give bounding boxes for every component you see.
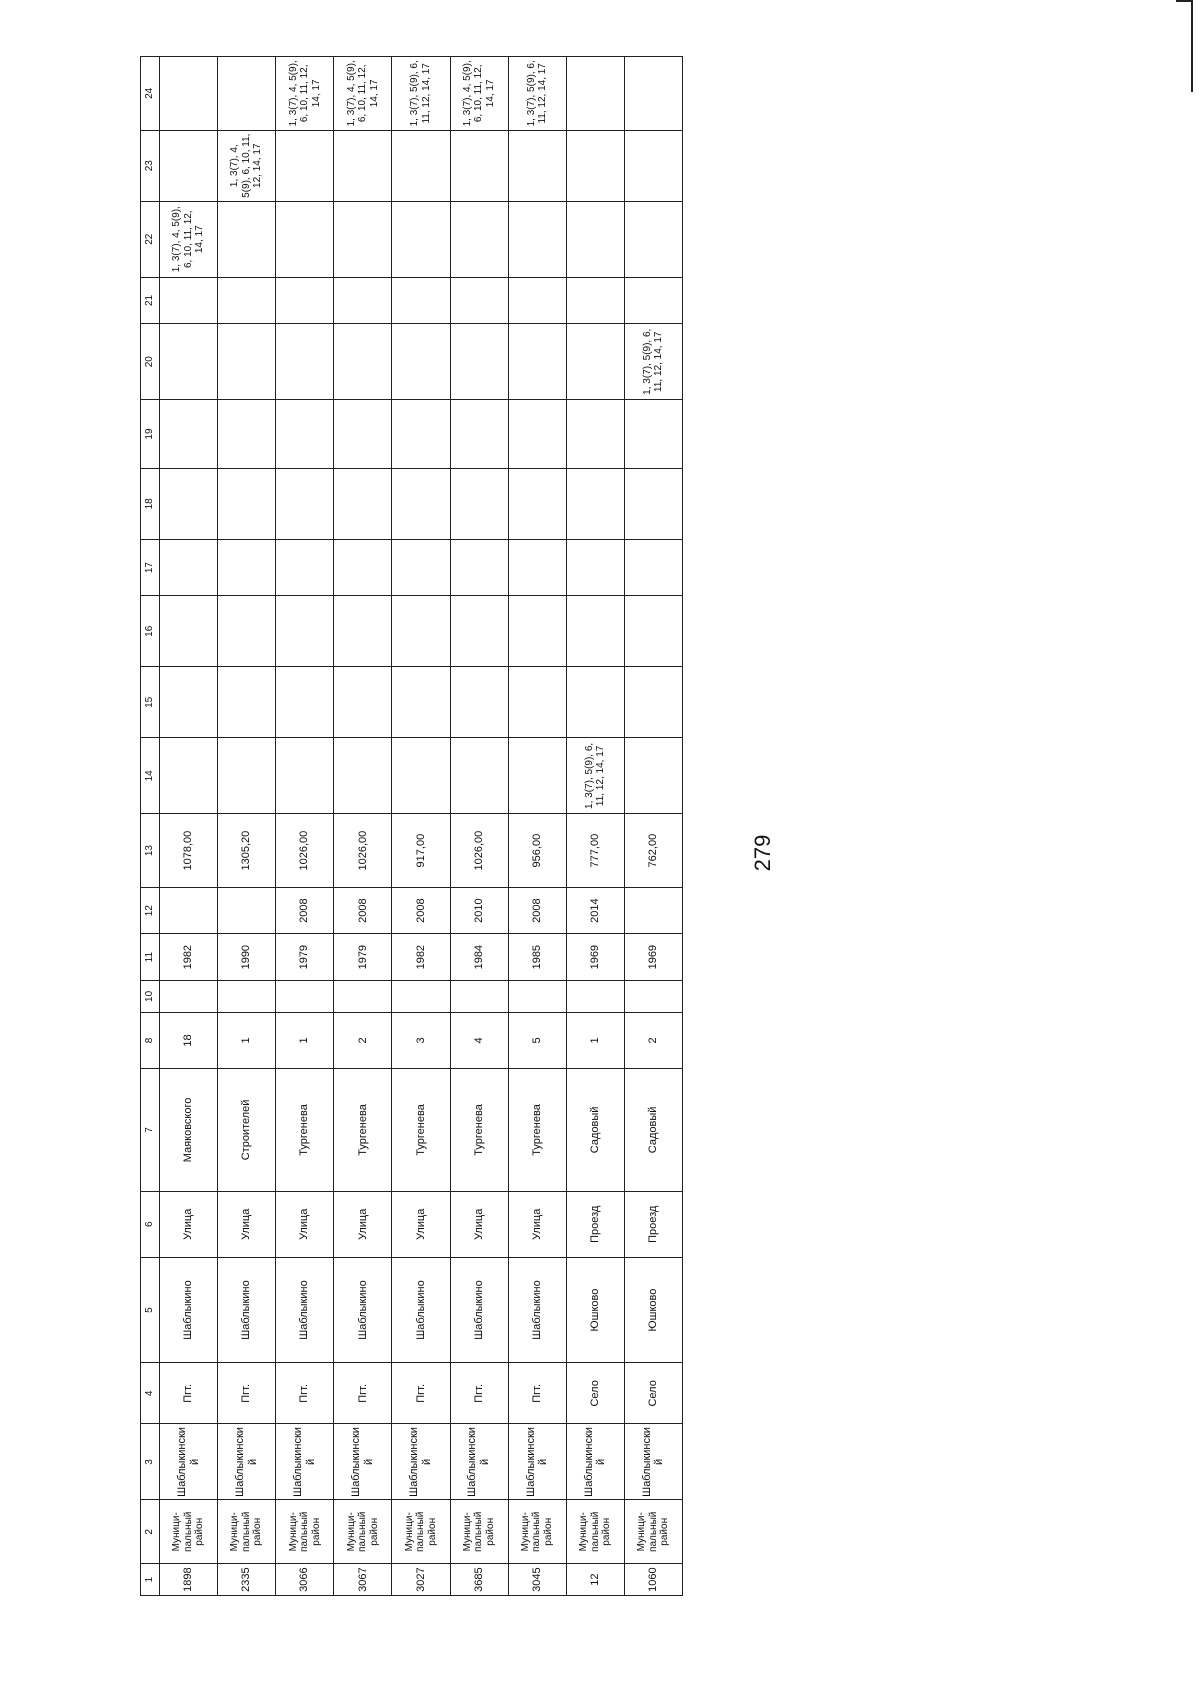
table-cell [566,539,624,595]
table-cell: Муници-пальный район [276,1500,334,1564]
column-header: 13 [141,814,160,888]
table-cell: Шаблыкинский [624,1424,682,1500]
table-cell: Улица [334,1191,392,1257]
column-header: 7 [141,1069,160,1192]
table-cell [450,539,508,595]
table-row [450,57,508,1596]
table-cell: Шаблыкино [276,1257,334,1362]
column-header: 16 [141,596,160,667]
table-cell [450,201,508,277]
table-cell: Шаблыкино [450,1257,508,1362]
table-cell: Муници-пальный район [450,1500,508,1564]
table-cell: 3685 [450,1564,508,1596]
column-header: 20 [141,324,160,400]
table-cell: 1898 [160,1564,218,1596]
column-header: 5 [141,1257,160,1362]
table-cell: 2 [334,1012,392,1068]
table-cell: Шаблыкинский [218,1424,276,1500]
table-cell [334,667,392,738]
table-body [160,57,683,1596]
table-cell [508,667,566,738]
table-cell: 1, 3(7), 4, 5(9), 6, 10, 11, 12, 14, 17 [450,57,508,131]
table-cell [334,400,392,469]
table-cell: Шаблыкинский [276,1424,334,1500]
table-cell: Улица [276,1191,334,1257]
table-cell: Село [566,1363,624,1424]
table-row [624,57,682,1596]
table-cell [160,596,218,667]
table-cell [508,468,566,539]
table-cell: 1078,00 [160,814,218,888]
table-cell [276,596,334,667]
column-header: 18 [141,468,160,539]
table-cell: 1305,20 [218,814,276,888]
table-cell: Пгт. [392,1363,450,1424]
table-cell [218,468,276,539]
table-cell: 1982 [392,934,450,981]
column-header: 21 [141,277,160,324]
table-cell: Пгт. [508,1363,566,1424]
table-cell [276,400,334,469]
table-cell [160,667,218,738]
table-cell: 762,00 [624,814,682,888]
table-cell [508,980,566,1012]
table-cell [218,324,276,400]
table-row [334,57,392,1596]
column-header: 14 [141,738,160,814]
table-cell: 1, 3(7), 4, 5(9), 6, 10, 11, 12, 14, 17 [334,57,392,131]
table-cell [566,596,624,667]
table-cell [160,130,218,201]
table-cell [160,738,218,814]
column-header: 22 [141,201,160,277]
table-cell: 1, 3(7), 4, 5(9), 6, 10, 11, 12, 14, 17 [218,130,276,201]
table-cell [334,539,392,595]
table-cell: Шаблыкинский [334,1424,392,1500]
table-cell [450,980,508,1012]
table-cell [392,738,450,814]
table-cell: Муници-пальный район [508,1500,566,1564]
table-cell [276,980,334,1012]
table-cell: Шаблыкино [334,1257,392,1362]
table-cell [334,468,392,539]
table-cell [566,201,624,277]
table-cell: Шаблыкино [508,1257,566,1362]
table-cell [508,277,566,324]
rotated-table-container [140,56,683,1596]
table-cell [392,201,450,277]
table-cell [508,539,566,595]
table-cell [566,667,624,738]
table-cell: Улица [160,1191,218,1257]
table-cell: Тургенева [334,1069,392,1192]
table-cell [334,324,392,400]
table-cell: Муници-пальный район [392,1500,450,1564]
table-cell: 2008 [276,887,334,934]
table-cell [160,277,218,324]
table-cell: 1026,00 [276,814,334,888]
table-cell: 1982 [160,934,218,981]
table-cell [392,130,450,201]
column-header: 17 [141,539,160,595]
table-cell [450,277,508,324]
table-cell [334,130,392,201]
table-cell: Муници-пальный район [334,1500,392,1564]
table-cell [218,57,276,131]
table-cell: 2335 [218,1564,276,1596]
table-cell [276,201,334,277]
table-cell [566,468,624,539]
table-cell: 2008 [508,887,566,934]
table-cell [624,468,682,539]
table-cell: Тургенева [392,1069,450,1192]
table-cell: Село [624,1363,682,1424]
table-cell: Пгт. [160,1363,218,1424]
table-cell: Шаблыкино [160,1257,218,1362]
table-row [276,57,334,1596]
table-cell: 1969 [624,934,682,981]
table-cell: Улица [508,1191,566,1257]
table-cell [218,539,276,595]
column-header: 24 [141,57,160,131]
table-cell: Шаблыкинский [160,1424,218,1500]
table-cell [160,324,218,400]
table-cell: Пгт. [218,1363,276,1424]
column-header: 23 [141,130,160,201]
table-cell: Муници-пальный район [566,1500,624,1564]
table-row [508,57,566,1596]
table-cell [334,277,392,324]
table-cell: Муници-пальный район [624,1500,682,1564]
table-cell [218,738,276,814]
table-cell: 1984 [450,934,508,981]
table-cell [624,667,682,738]
table-cell: 1979 [276,934,334,981]
table-cell [160,887,218,934]
table-cell [624,130,682,201]
table-cell [160,539,218,595]
table-cell: Юшково [624,1257,682,1362]
table-cell: 777,00 [566,814,624,888]
table-cell: 1990 [218,934,276,981]
table-row [218,57,276,1596]
table-cell [392,667,450,738]
table-cell: Строителей [218,1069,276,1192]
table-cell: 917,00 [392,814,450,888]
table-cell [218,201,276,277]
table-cell [218,596,276,667]
column-header: 3 [141,1424,160,1500]
table-cell [624,738,682,814]
table-cell: 1, 3(7), 5(9), 6, 11, 12, 14, 17 [392,57,450,131]
table-cell: 3066 [276,1564,334,1596]
table-cell: 1 [218,1012,276,1068]
table-cell [218,667,276,738]
table-row [160,57,218,1596]
table-cell [160,57,218,131]
table-cell [218,400,276,469]
table-cell: 2010 [450,887,508,934]
table-cell [566,57,624,131]
column-header: 4 [141,1363,160,1424]
table-cell: Шаблыкино [218,1257,276,1362]
table-cell: 12 [566,1564,624,1596]
table-cell: Шаблыкинский [566,1424,624,1500]
table-cell [334,980,392,1012]
table-cell [624,887,682,934]
table-cell: 1 [276,1012,334,1068]
table-cell [450,468,508,539]
table-cell [450,400,508,469]
table-cell [624,277,682,324]
table-cell: 3045 [508,1564,566,1596]
table-cell [624,400,682,469]
table-cell [334,201,392,277]
table-cell: 1, 3(7), 4, 5(9), 6, 10, 11, 12, 14, 17 [160,201,218,277]
table-cell [624,57,682,131]
table-cell [566,980,624,1012]
table-cell [392,324,450,400]
table-cell [334,596,392,667]
table-cell [508,400,566,469]
corner-crop-mark [1191,0,1193,92]
table-cell: 1985 [508,934,566,981]
table-cell: 3027 [392,1564,450,1596]
table-cell: Улица [218,1191,276,1257]
table-cell: 1, 3(7), 5(9), 6, 11, 12, 14, 17 [566,738,624,814]
table-cell: 1026,00 [334,814,392,888]
table-cell [624,539,682,595]
column-header: 8 [141,1012,160,1068]
table-cell [508,738,566,814]
table-cell: Пгт. [276,1363,334,1424]
table-cell [392,980,450,1012]
table-cell [160,980,218,1012]
column-number-row [141,57,160,1596]
table-cell: Садовый [566,1069,624,1192]
column-header: 15 [141,667,160,738]
table-cell: Шаблыкинский [450,1424,508,1500]
column-header: 11 [141,934,160,981]
table-cell: Юшково [566,1257,624,1362]
table-cell [218,277,276,324]
table-cell: 1026,00 [450,814,508,888]
table-cell: Шаблыкино [392,1257,450,1362]
table-cell [508,596,566,667]
table-cell: Тургенева [276,1069,334,1192]
table-cell: 3 [392,1012,450,1068]
table-cell: Садовый [624,1069,682,1192]
table-row [392,57,450,1596]
table-cell: Муници-пальный район [218,1500,276,1564]
table-cell [276,277,334,324]
table-cell: 1, 3(7), 4, 5(9), 6, 10, 11, 12, 14, 17 [276,57,334,131]
table-cell: Шаблыкинский [392,1424,450,1500]
table-cell: 2 [624,1012,682,1068]
table-cell [276,468,334,539]
table-cell: Тургенева [450,1069,508,1192]
table-cell [160,400,218,469]
column-header: 10 [141,980,160,1012]
table-cell [392,596,450,667]
table-cell: Тургенева [508,1069,566,1192]
table-cell [624,980,682,1012]
table-cell: Пгт. [450,1363,508,1424]
table-cell: 18 [160,1012,218,1068]
table-cell: 1, 3(7), 5(9), 6, 11, 12, 14, 17 [624,324,682,400]
table-cell: Маяковского [160,1069,218,1192]
table-cell: 2008 [392,887,450,934]
table-cell [508,324,566,400]
table-cell: 1060 [624,1564,682,1596]
table-cell [450,130,508,201]
table-cell: 956,00 [508,814,566,888]
table-cell [392,400,450,469]
table-cell [450,324,508,400]
table-cell: Улица [392,1191,450,1257]
table-cell [392,468,450,539]
page-number: 279 [750,834,775,872]
table-cell [566,130,624,201]
table-cell [624,596,682,667]
table-cell [508,201,566,277]
column-header: 19 [141,400,160,469]
table-cell [566,324,624,400]
table-cell: 2008 [334,887,392,934]
housing-registry-table [140,56,683,1596]
table-cell: 2014 [566,887,624,934]
table-cell: 1 [566,1012,624,1068]
table-cell [160,468,218,539]
table-cell: Улица [450,1191,508,1257]
table-cell: 3067 [334,1564,392,1596]
table-cell [276,324,334,400]
table-cell [218,887,276,934]
table-cell [566,400,624,469]
table-cell: 1, 3(7), 5(9), 6, 11, 12, 14, 17 [508,57,566,131]
table-cell [218,980,276,1012]
table-cell [450,738,508,814]
table-cell [334,738,392,814]
table-cell [392,277,450,324]
table-cell [566,277,624,324]
table-cell [276,130,334,201]
table-cell [392,539,450,595]
column-header: 2 [141,1500,160,1564]
table-cell: Проезд [566,1191,624,1257]
table-cell [450,667,508,738]
table-cell [276,539,334,595]
table-cell [624,201,682,277]
table-cell: Пгт. [334,1363,392,1424]
column-header: 1 [141,1564,160,1596]
table-cell: Проезд [624,1191,682,1257]
table-cell [276,667,334,738]
table-cell: 1979 [334,934,392,981]
corner-crop-mark-top [1176,0,1193,2]
column-header: 6 [141,1191,160,1257]
table-cell: 4 [450,1012,508,1068]
column-header: 12 [141,887,160,934]
table-cell [508,130,566,201]
table-cell [276,738,334,814]
table-cell [450,596,508,667]
table-cell: 5 [508,1012,566,1068]
table-row [566,57,624,1596]
table-cell: Муници-пальный район [160,1500,218,1564]
table-cell: 1969 [566,934,624,981]
table-cell: Шаблыкинский [508,1424,566,1500]
